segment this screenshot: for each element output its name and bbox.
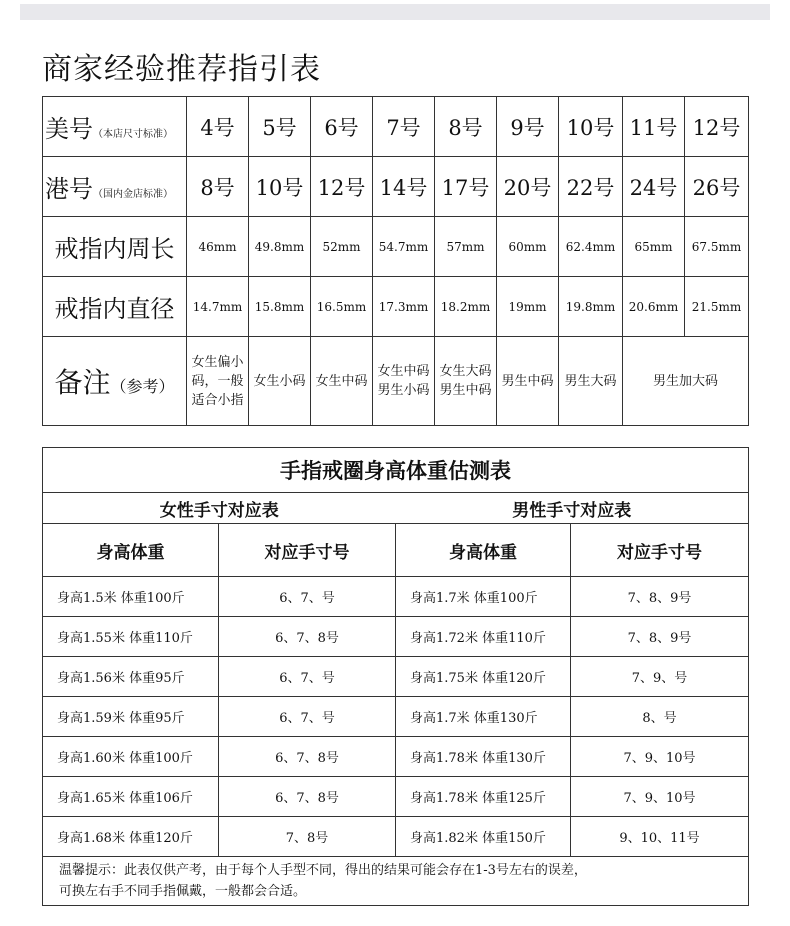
row-header-remark: 备注（参考） [43,337,187,426]
row-remark [43,337,749,426]
cell-remark: 女生中码男生小码 [373,337,435,426]
cell-us: 11号 [623,97,685,157]
cell-hk: 22号 [559,157,623,217]
cell-circ: 54.7mm [373,217,435,277]
table-row [43,817,749,857]
female-section-title: 女性手寸对应表 [43,493,396,524]
male-body: 身高1.78米 体重125斤 [396,777,571,817]
cell-circ: 46mm [187,217,249,277]
male-section-title: 男性手寸对应表 [396,493,749,524]
female-body: 身高1.55米 体重110斤 [43,617,219,657]
table-row [43,657,749,697]
cell-circ: 67.5mm [685,217,749,277]
page-title: 商家经验推荐指引表 [42,52,321,87]
male-body: 身高1.72米 体重110斤 [396,617,571,657]
cell-hk: 12号 [311,157,373,217]
cell-us: 10号 [559,97,623,157]
row-diameter [43,277,749,337]
table-row [43,697,749,737]
cell-us: 5号 [249,97,311,157]
col-header-female-size: 对应手寸号 [219,524,396,577]
male-size: 8、号 [571,697,749,737]
cell-us: 12号 [685,97,749,157]
table-row [43,777,749,817]
cell-hk: 17号 [435,157,497,217]
top-bar [20,4,770,20]
table-row [43,737,749,777]
cell-hk: 26号 [685,157,749,217]
male-size: 7、8、9号 [571,577,749,617]
female-body: 身高1.5米 体重100斤 [43,577,219,617]
tip-line-1: 温馨提示：此表仅供产考，由于每个人手型不同，得出的结果可能会存在1-3号左右的误差， [59,863,587,878]
row-header-us: 美号（本店尺寸标准） [43,97,187,157]
cell-diam: 21.5mm [685,277,749,337]
male-body: 身高1.82米 体重150斤 [396,817,571,857]
male-size: 7、8、9号 [571,617,749,657]
row-header-hk: 港号（国内金店标准） [43,157,187,217]
cell-diam: 14.7mm [187,277,249,337]
female-size: 6、7、号 [219,657,396,697]
cell-circ: 52mm [311,217,373,277]
male-body: 身高1.78米 体重130斤 [396,737,571,777]
cell-diam: 19mm [497,277,559,337]
row-circumference [43,217,749,277]
female-size: 6、7、号 [219,697,396,737]
cell-hk: 10号 [249,157,311,217]
cell-diam: 16.5mm [311,277,373,337]
table-row [43,617,749,657]
female-body: 身高1.65米 体重106斤 [43,777,219,817]
male-size: 7、9、10号 [571,737,749,777]
cell-us: 9号 [497,97,559,157]
male-size: 7、9、10号 [571,777,749,817]
col-header-male-body: 身高体重 [396,524,571,577]
cell-circ: 62.4mm [559,217,623,277]
female-size: 6、7、8号 [219,777,396,817]
cell-us: 6号 [311,97,373,157]
cell-hk: 24号 [623,157,685,217]
cell-remark: 女生偏小码，一般适合小指 [187,337,249,426]
male-size: 9、10、11号 [571,817,749,857]
cell-circ: 65mm [623,217,685,277]
estimate-title: 手指戒圈身高体重估测表 [43,448,749,493]
female-size: 6、7、8号 [219,617,396,657]
female-body: 身高1.60米 体重100斤 [43,737,219,777]
cell-diam: 15.8mm [249,277,311,337]
cell-hk: 14号 [373,157,435,217]
cell-remark: 男生中码 [497,337,559,426]
tip-note [43,857,749,906]
male-body: 身高1.7米 体重100斤 [396,577,571,617]
cell-remark: 女生小码 [249,337,311,426]
cell-remark: 女生大码男生中码 [435,337,497,426]
cell-us: 4号 [187,97,249,157]
female-size: 6、7、8号 [219,737,396,777]
col-header-female-body: 身高体重 [43,524,219,577]
size-guide-table [42,96,749,426]
cell-remark: 男生大码 [559,337,623,426]
col-header-male-size: 对应手寸号 [571,524,749,577]
cell-circ: 60mm [497,217,559,277]
cell-diam: 19.8mm [559,277,623,337]
estimate-table [42,447,749,906]
cell-diam: 20.6mm [623,277,685,337]
tip-line-2: 可换左右手不同手指佩戴，一般都会合适。 [59,884,307,899]
cell-circ: 49.8mm [249,217,311,277]
male-body: 身高1.7米 体重130斤 [396,697,571,737]
cell-remark: 男生加大码 [623,337,749,426]
female-body: 身高1.59米 体重95斤 [43,697,219,737]
row-header-diameter: 戒指内直径 [43,277,187,337]
cell-hk: 20号 [497,157,559,217]
female-size: 7、8号 [219,817,396,857]
male-body: 身高1.75米 体重120斤 [396,657,571,697]
cell-diam: 18.2mm [435,277,497,337]
cell-us: 8号 [435,97,497,157]
female-body: 身高1.68米 体重120斤 [43,817,219,857]
cell-circ: 57mm [435,217,497,277]
row-hk-size [43,157,749,217]
cell-us: 7号 [373,97,435,157]
row-header-circumference: 戒指内周长 [43,217,187,277]
cell-hk: 8号 [187,157,249,217]
row-us-size [43,97,749,157]
female-size: 6、7、号 [219,577,396,617]
table-row [43,577,749,617]
female-body: 身高1.56米 体重95斤 [43,657,219,697]
cell-diam: 17.3mm [373,277,435,337]
cell-remark: 女生中码 [311,337,373,426]
male-size: 7、9、号 [571,657,749,697]
